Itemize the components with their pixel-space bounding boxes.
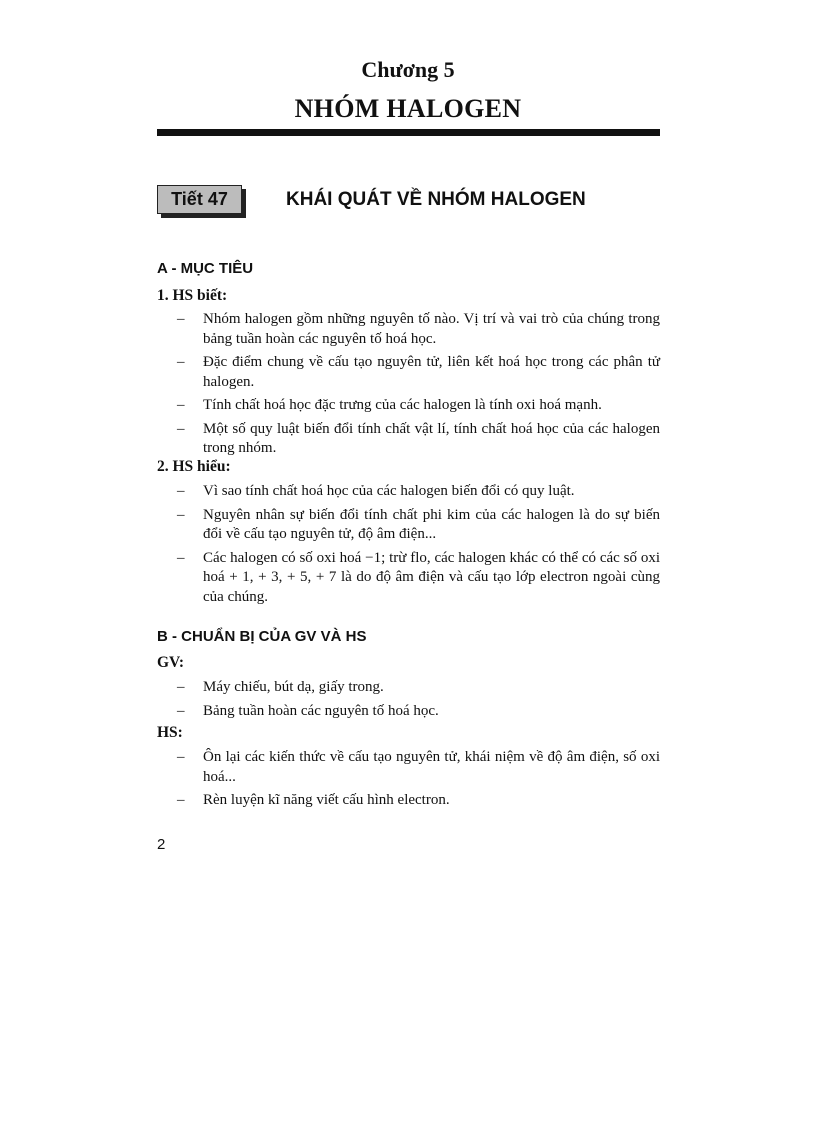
bullet-dash: – — [177, 397, 185, 413]
bullet-dash: – — [177, 311, 185, 327]
bullet-dash: – — [177, 506, 185, 523]
list-item-text: Tính chất hoá học đặc trưng của các halogen là tính oxi hoá mạnh. — [203, 397, 602, 413]
sub2-list — [157, 482, 660, 611]
sub1-list — [157, 310, 660, 463]
hs-heading: HS: — [157, 724, 183, 741]
list-item — [157, 791, 660, 811]
list-item-text: Bảng tuần hoàn các nguyên tố hoá học. — [203, 702, 439, 719]
gv-list — [157, 678, 660, 725]
page-number: 2 — [157, 836, 166, 853]
list-item-text: Nhóm halogen gồm những nguyên tố nào. Vị trí và vai trò của chúng trong bảng tuần hoàn các nguyên tố hoá học. — [203, 311, 660, 347]
list-item — [157, 420, 660, 459]
list-item-text: Nguyên nhân sự biến đổi tính chất phi kim của các halogen là do sự biến đổi về cấu tạo nguyên tử, độ âm điện... — [203, 506, 660, 542]
list-item — [157, 549, 660, 608]
list-item-text: Một số quy luật biến đổi tính chất vật lí, tính chất hoá học của các halogen trong nhóm. — [203, 420, 660, 456]
lesson-number-box: Tiết 47 — [157, 185, 242, 214]
bullet-dash: – — [177, 749, 185, 765]
list-item — [157, 353, 660, 392]
list-item-text: Rèn luyện kĩ năng viết cấu hình electron. — [203, 792, 450, 808]
chapter-title: NHÓM HALOGEN — [294, 94, 522, 123]
lesson-title: KHÁI QUÁT VỀ NHÓM HALOGEN — [286, 189, 586, 210]
bullet-dash: – — [177, 549, 185, 566]
list-item — [157, 482, 660, 502]
section-a-heading: A - MỤC TIÊU — [157, 260, 254, 277]
list-item — [157, 506, 660, 545]
chapter-label: Chương 5 — [361, 57, 455, 82]
list-item — [157, 702, 660, 722]
sub1-heading: 1. HS biết: — [157, 287, 228, 304]
gv-heading: GV: — [157, 654, 184, 671]
bullet-dash: – — [177, 679, 185, 695]
list-item — [157, 310, 660, 349]
bullet-dash: – — [177, 483, 185, 499]
list-item — [157, 678, 660, 698]
list-item-text: Vì sao tính chất hoá học của các halogen biến đổi có quy luật. — [203, 483, 575, 499]
bullet-dash: – — [177, 354, 185, 370]
list-item-text: Máy chiếu, bút dạ, giấy trong. — [203, 679, 384, 695]
sub2-heading: 2. HS hiểu: — [157, 458, 231, 475]
bullet-dash: – — [177, 420, 185, 437]
bullet-dash: – — [177, 702, 185, 719]
chapter-rule — [157, 129, 660, 136]
list-item — [157, 748, 660, 787]
hs-list — [157, 748, 660, 815]
list-item-text: Các halogen có số oxi hoá −1; trừ flo, các halogen khác có thể có các số oxi hoá + 1, + 3, + 5, + 7 là do độ âm điện và cấu tạo lớp electron ngoài cùng của chúng. — [203, 549, 660, 605]
list-item-text: Đặc điểm chung về cấu tạo nguyên tử, liên kết hoá học trong các phân tử halogen. — [203, 354, 660, 390]
section-b-heading: B - CHUẨN BỊ CỦA GV VÀ HS — [157, 628, 367, 645]
list-item — [157, 396, 660, 416]
bullet-dash: – — [177, 792, 185, 808]
list-item-text: Ôn lại các kiến thức về cấu tạo nguyên tử, khái niệm về độ âm điện, số oxi hoá... — [203, 749, 660, 785]
